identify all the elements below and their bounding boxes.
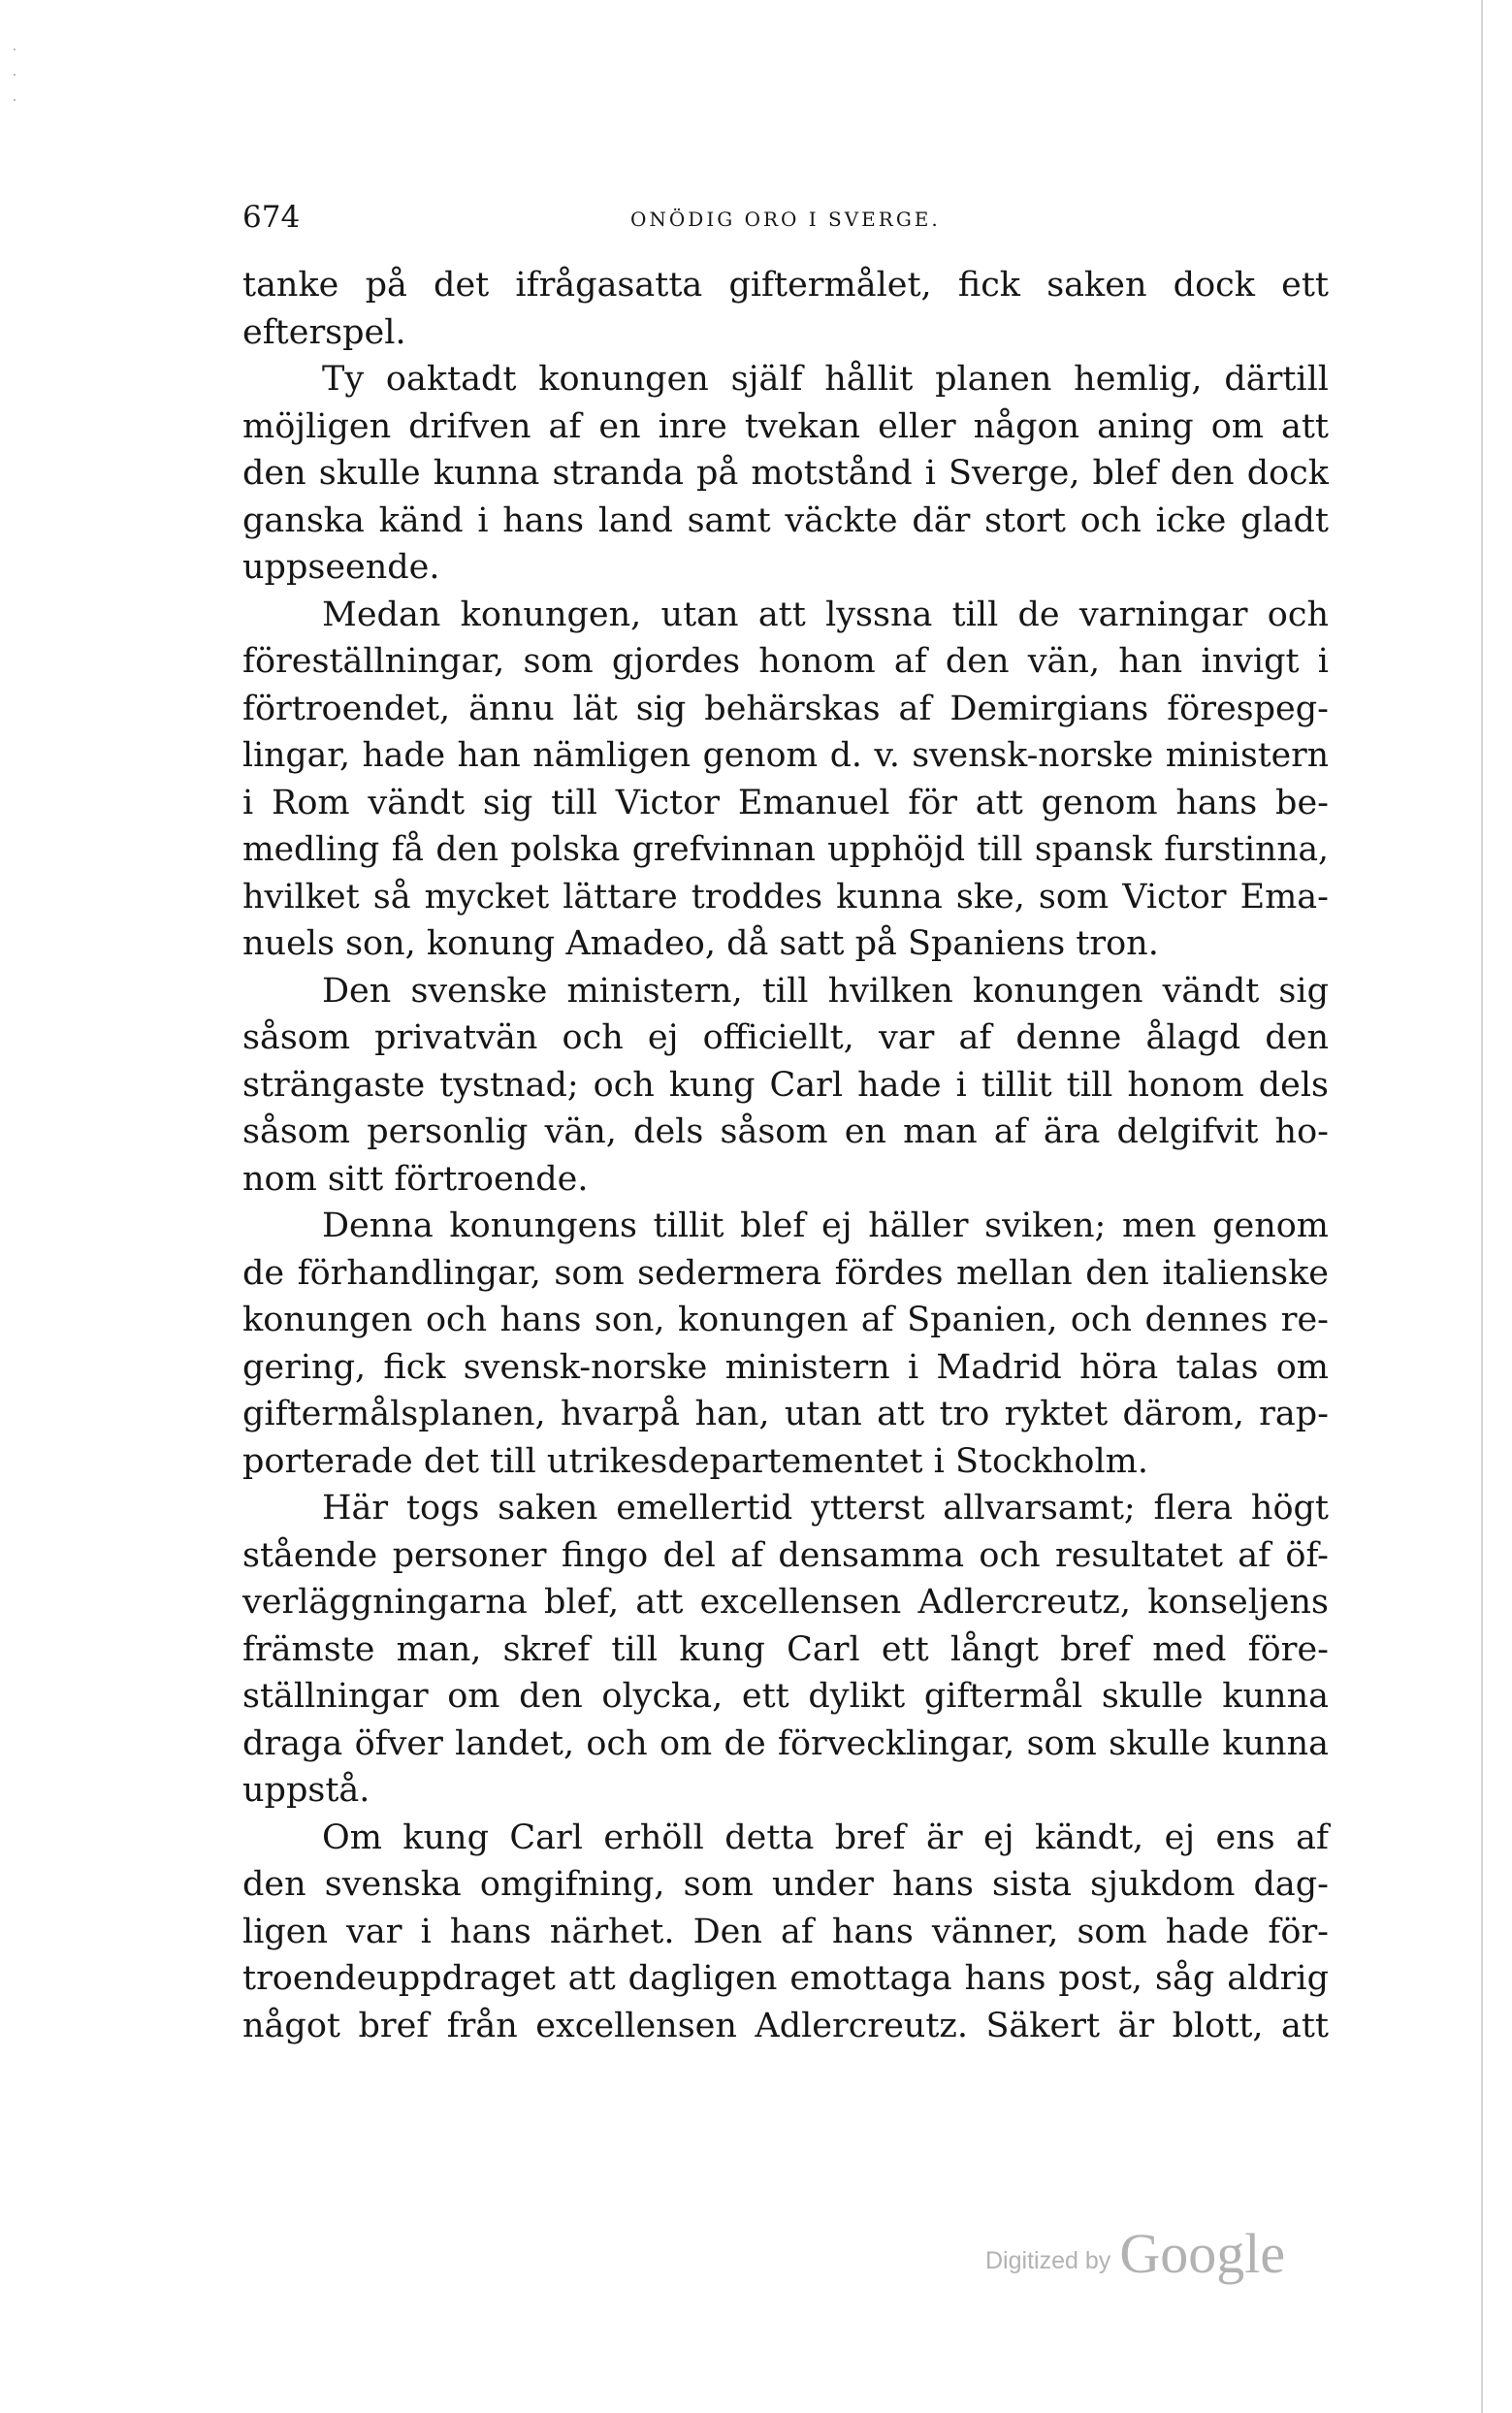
text-line: Ty oaktadt konungen själf hållit planen hemlig, därtill [322, 360, 1329, 399]
text-line: främste man, skref till kung Carl ett långt bref med före- [242, 1629, 1329, 1669]
text-line: något bref från excellensen Adlercreutz. Säkert är blott, att [242, 2006, 1329, 2045]
page-number: 674 [242, 200, 301, 235]
text-line: giftermålsplanen, hvarpå han, utan att tro ryktet därom, rap- [242, 1395, 1329, 1433]
body-text [242, 262, 1329, 2049]
text-line: Den svenske ministern, till hvilken konungen vändt sig [322, 971, 1329, 1011]
text-line: draga öfver landet, och om de förvecklingar, som skulle kunna [242, 1723, 1329, 1763]
text-line: möjligen drifven af en inre tvekan eller någon aning om att [242, 406, 1329, 446]
text-line: medling få den polska grefvinnan upphöjd till spansk furstinna, [242, 830, 1329, 869]
text-line: ligen var i hans närhet. Den af hans vänner, som hade för- [242, 1912, 1329, 1951]
text-line: såsom privatvän och ej officiellt, var af denne ålagd den [242, 1018, 1329, 1057]
text-line: den skulle kunna stranda på motstånd i Sverge, blef den dock [242, 454, 1329, 493]
text-line: lingar, hade han nämligen genom d. v. svensk-norske ministern [242, 736, 1329, 775]
google-logo: Google [1119, 2222, 1286, 2285]
text-line: Om kung Carl erhöll detta bref är ej kändt, ej ens af [322, 1818, 1329, 1857]
text-line: efterspel. [242, 312, 406, 352]
page-edge-line [1481, 0, 1483, 2413]
text-line: verläggningarna blef, att excellensen Adlercreutz, konseljens [242, 1583, 1329, 1622]
digitized-by-label: Digitized by [985, 2247, 1111, 2274]
text-line: konungen och hans son, konungen af Spanien, och dennes re- [242, 1301, 1329, 1339]
text-line: stående personer fingo del af densamma och resultatet af öf- [242, 1535, 1329, 1575]
text-line: ganska känd i hans land samt väckte där stort och icke gladt [242, 500, 1329, 540]
text-line: troendeuppdraget att dagligen emottaga hans post, såg aldrig [242, 1959, 1329, 1998]
text-line: ställningar om den olycka, ett dylikt giftermål skulle kunna [242, 1677, 1329, 1716]
text-line: hvilket så mycket lättare troddes kunna ske, som Victor Ema- [242, 877, 1329, 917]
digitized-watermark [985, 2221, 1285, 2286]
text-line: föreställningar, som gjordes honom af den vän, han invigt i [242, 642, 1329, 681]
text-line: strängaste tystnad; och kung Carl hade i tillit till honom dels [242, 1065, 1329, 1105]
text-line: Här togs saken emellertid ytterst allvarsamt; flera högt [322, 1489, 1329, 1528]
text-line: nuels son, konung Amadeo, då satt på Spaniens tron. [242, 924, 1159, 963]
scan-edge-marks [14, 48, 16, 107]
text-line: förtroendet, ännu lät sig behärskas af Demirgians förespeg- [242, 689, 1329, 728]
text-line: tanke på det ifrågasatta giftermålet, fick saken dock ett [242, 266, 1329, 305]
text-line: den svenska omgifning, som under hans sista sjukdom dag- [242, 1865, 1329, 1904]
text-line: de förhandlingar, som sedermera fördes mellan den italienske [242, 1253, 1329, 1293]
text-line: porterade det till utrikesdepartementet i Stockholm. [242, 1441, 1148, 1481]
text-line: Medan konungen, utan att lyssna till de varningar och [322, 595, 1329, 634]
text-line: gering, fick svensk-norske ministern i Madrid höra talas om [242, 1347, 1329, 1387]
text-line: i Rom vändt sig till Victor Emanuel för att genom hans be- [242, 783, 1329, 822]
page-header [242, 194, 1329, 242]
text-line: Denna konungens tillit blef ej häller sviken; men genom [322, 1206, 1329, 1245]
text-line: uppstå. [242, 1771, 370, 1810]
text-line: nom sitt förtroende. [242, 1159, 589, 1199]
running-head: ONÖDIG ORO I SVERGE. [630, 208, 941, 231]
text-line: uppseende. [242, 548, 440, 587]
text-line: såsom personlig vän, dels såsom en man af ära delgifvit ho- [242, 1112, 1329, 1151]
